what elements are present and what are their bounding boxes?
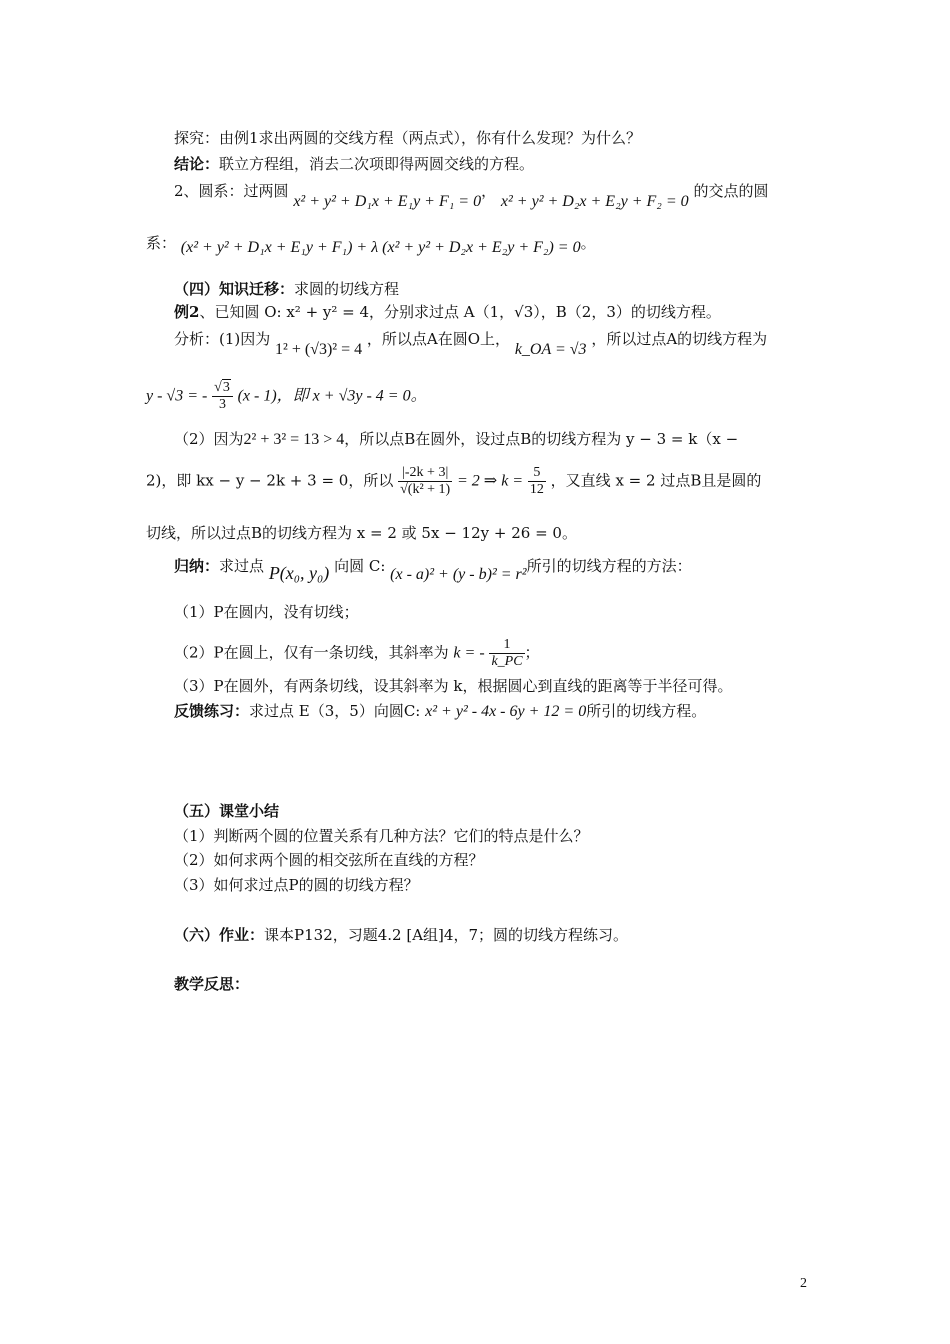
analysis-2-equation: 2² + 3² = 13 > 4 [243, 431, 345, 448]
summary-question-2: （2）如何求两个圆的相交弦所在直线的方程？ [174, 851, 484, 869]
feedback-line [174, 701, 706, 722]
analysis-2-intro: （2）因为 [174, 430, 244, 448]
distance-result: = 2 ⇒ k = [457, 472, 524, 490]
point-p: P(x₀, y₀) [268, 563, 330, 583]
system-label: 系： [146, 234, 177, 252]
section-4-heading [174, 279, 399, 299]
analysis-1-line [174, 329, 768, 358]
system-prefix: 2、圆系：过两圆 [174, 182, 289, 200]
analysis-2-tangent-form: 2)，即 kx − y − 2k + 3 = 0，所以 [146, 471, 394, 490]
slope-oa: k_OA = √3 [514, 341, 587, 358]
circle-family-equation: (x² + y² + D₁x + E₁y + F₁) + λ (x² + y² + D₂x + E₂y + F₂) = 0 [180, 239, 581, 256]
section-6-line [174, 925, 628, 945]
analysis-1-intro: 分析：(1)因为 [174, 330, 271, 348]
analysis-2-vertical-line: ，又直线 x = 2 过点B且是圆的 [550, 471, 762, 490]
distance-fraction: $\frac{|-2k + 3|}{\text{√(k² + 1)}}$ [400, 465, 451, 497]
section-4-label: （四）知识迁移： [174, 280, 295, 298]
analysis-1-middle: ，所以点A在圆O上， [366, 330, 511, 348]
sqrt3-over-3: $\frac{√3}{3}$ [212, 380, 233, 413]
analysis-2-line [174, 429, 738, 450]
slope-fraction: $\frac{5}{12}$ [529, 465, 544, 497]
circle-system-line: 2、圆系：过两圆 x² + y² + D₁x + E₁y + F₁ = 0， x² + y² + D₂x + E₂y + F₂ = 0 的交点的圆 [174, 182, 769, 210]
section-6-text: 课本P132，习题4.2 [A组]4，7；圆的切线方程练习。 [264, 926, 628, 944]
example-2-text: 、已知圆 O: x² + y² = 4，分别求过点 A（1，√3），B（2，3）的切线方程。 [199, 303, 721, 321]
tangent-a-right: (x - 1)，即 x + √3y - 4 = 0。 [237, 387, 427, 405]
section-6-label: （六）作业： [174, 926, 265, 944]
analysis-1-end: ，所以过点A的切线方程为 [591, 330, 768, 348]
feedback-end: 所引的切线方程。 [586, 702, 707, 720]
case-2-slope: k = - [453, 644, 485, 662]
circle-equation: (x - a)² + (y - b)² = r² [390, 566, 527, 583]
page-number: 2 [800, 1276, 807, 1291]
section-5-heading: （五）课堂小结 [174, 802, 280, 820]
tangent-a-line [146, 380, 427, 413]
teaching-reflection: 教学反思： [174, 975, 250, 993]
system-equation-1: x² + y² + D₁x + E₁y + F₁ = 0 [293, 193, 482, 210]
analysis-2-continued-line [146, 465, 761, 498]
case-2-end: ； [524, 643, 540, 662]
analysis-1-equation: 1² + (√3)² = 4 [275, 341, 363, 358]
summary-question-3: （3）如何求过点P的圆的切线方程？ [174, 876, 419, 894]
conclusion-text: 联立方程组，消去二次项即得两圆交线的方程。 [219, 155, 535, 173]
analysis-2-middle: ，所以点B在圆外，设过点B的切线方程为 y − 3 = k（x − [344, 430, 739, 448]
example-2-line [174, 302, 721, 322]
conclusion-line [174, 154, 534, 174]
summary-question-1: （1）判断两个圆的位置关系有几种方法？它们的特点是什么？ [174, 827, 589, 845]
case-3: （3）P在圆外，有两条切线，设其斜率为 k，根据圆心到直线的距离等于半径可得。 [174, 677, 733, 695]
system-equation-2: x² + y² + D₂x + E₂y + F₂ = 0 [500, 193, 689, 210]
case-1: （1）P在圆内，没有切线； [174, 603, 359, 621]
case-2-text: （2）P在圆上，仅有一条切线，其斜率为 [174, 643, 449, 662]
feedback-label: 反馈练习： [174, 702, 250, 720]
conclusion-label: 结论： [174, 155, 220, 173]
explore-line: 探究：由例1求出两圆的交线方程（两点式），你有什么发现？为什么？ [174, 129, 642, 147]
tangent-a-left: y - √3 = - [146, 387, 208, 405]
negative-reciprocal-fraction: $\frac{1}{k\_PC}$ [491, 637, 523, 669]
section-4-text: 求圆的切线方程 [294, 280, 400, 298]
analysis-2-conclusion: 切线，所以过点B的切线方程为 x = 2 或 5x − 12y + 26 = 0。 [146, 524, 577, 542]
summary-to-circle: 向圆 C: [334, 557, 386, 575]
feedback-equation: x² + y² - 4x - 6y + 12 = 0 [425, 703, 587, 720]
circle-family-line: 系： (x² + y² + D₁x + E₁y + F₁) + λ (x² + y² + D₂x + E₂y + F₂) = 0。 [146, 234, 596, 256]
summary-intro: 求过点 [219, 557, 265, 575]
case-2-line [174, 637, 540, 670]
feedback-text: 求过点 E（3，5）向圆C: [249, 702, 421, 720]
summary-end: 所引的切线方程的方法： [526, 557, 692, 575]
example-2-label: 例2 [174, 303, 200, 321]
summary-line [174, 555, 692, 583]
system-suffix: 的交点的圆 [693, 182, 769, 200]
summary-label: 归纳： [174, 557, 220, 575]
